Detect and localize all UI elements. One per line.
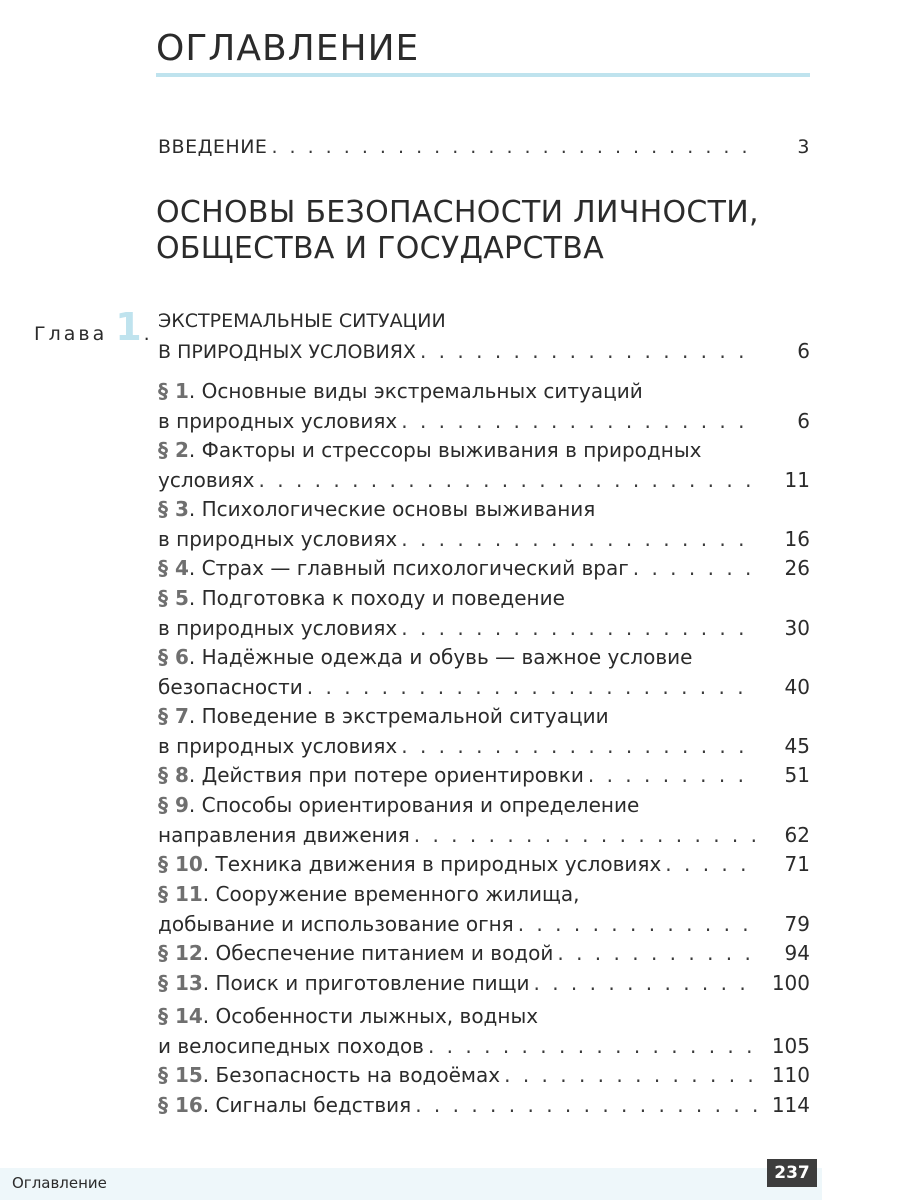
chapter-number: 1 bbox=[115, 305, 142, 349]
dot-leader bbox=[633, 553, 758, 583]
paragraph-number: § 4 bbox=[158, 556, 189, 580]
toc-page-number: 16 bbox=[784, 527, 810, 551]
toc-page-number: 6 bbox=[797, 409, 810, 433]
dot-leader bbox=[271, 132, 758, 162]
paragraph-number: § 12 bbox=[158, 941, 203, 965]
toc-entry[interactable] bbox=[158, 642, 810, 702]
paragraph-number: § 5 bbox=[158, 586, 189, 610]
toc-entry-title: добывание и использование огня bbox=[158, 912, 514, 936]
toc-page-number: 6 bbox=[797, 339, 810, 363]
toc-entry-title: в природных условиях bbox=[158, 734, 398, 758]
toc-entry[interactable] bbox=[158, 553, 810, 583]
paragraph-number: § 7 bbox=[158, 704, 189, 728]
toc-entry-title: . Способы ориентирования и определение bbox=[188, 793, 640, 817]
dot-leader bbox=[401, 524, 758, 554]
dot-leader bbox=[504, 1060, 758, 1090]
toc-entry-title: . Основные виды экстремальных ситуаций bbox=[188, 379, 643, 403]
toc-page-number: 40 bbox=[784, 675, 810, 699]
toc-entry-title: . Психологические основы выживания bbox=[188, 497, 596, 521]
paragraph-number: § 14 bbox=[158, 1004, 203, 1028]
paragraph-number: § 11 bbox=[158, 882, 203, 906]
dot-leader bbox=[588, 760, 758, 790]
footer-band bbox=[0, 1168, 822, 1200]
chapter-label bbox=[34, 305, 150, 349]
dot-leader bbox=[401, 613, 758, 643]
toc-page-number: 79 bbox=[784, 912, 810, 936]
toc-entry-title: . Особенности лыжных, водных bbox=[202, 1004, 539, 1028]
paragraph-number: § 13 bbox=[158, 971, 203, 995]
toc-page-number: 94 bbox=[784, 941, 810, 965]
toc-entry-title: . Поиск и приготовление пищи bbox=[202, 971, 530, 995]
toc-entry-title: . Обеспечение питанием и водой bbox=[202, 941, 554, 965]
paragraph-number: § 16 bbox=[158, 1093, 203, 1117]
toc-entry-title: . Сигналы бедствия bbox=[202, 1093, 412, 1117]
dot-leader bbox=[414, 820, 758, 850]
section-heading bbox=[156, 195, 759, 267]
toc-entry-title: в природных условиях bbox=[158, 616, 398, 640]
toc-entry[interactable] bbox=[158, 938, 810, 968]
paragraph-number: § 10 bbox=[158, 852, 203, 876]
toc-entry-title: . Безопасность на водоёмах bbox=[202, 1063, 501, 1087]
toc-entry-line1 bbox=[158, 1060, 500, 1090]
toc-entry-line1 bbox=[158, 1001, 810, 1031]
toc-entry[interactable] bbox=[158, 1090, 810, 1120]
chapter-title-line2: В ПРИРОДНЫХ УСЛОВИЯХ bbox=[158, 341, 416, 363]
toc-entry[interactable] bbox=[158, 1060, 810, 1090]
chapter-title-line1: ЭКСТРЕМАЛЬНЫЕ СИТУАЦИИ bbox=[158, 310, 446, 332]
toc-entry[interactable] bbox=[158, 968, 810, 998]
toc-page-number: 62 bbox=[784, 823, 810, 847]
toc-entry-line1 bbox=[158, 494, 810, 524]
toc-entry-line1 bbox=[158, 760, 584, 790]
toc-entry-title: и велосипедных походов bbox=[158, 1034, 424, 1058]
toc-page-number: 11 bbox=[784, 468, 810, 492]
toc-entry-line1 bbox=[158, 583, 810, 613]
toc-entry-line1 bbox=[158, 790, 810, 820]
paragraph-number: § 3 bbox=[158, 497, 189, 521]
dot-leader bbox=[401, 406, 758, 436]
footer-label: Оглавление bbox=[12, 1174, 107, 1192]
toc-entry-line1 bbox=[158, 435, 810, 465]
dot-leader bbox=[518, 909, 758, 939]
toc-entry-line1 bbox=[158, 376, 810, 406]
toc-entry-line1 bbox=[158, 879, 810, 909]
toc-page-number: 100 bbox=[771, 971, 810, 995]
toc-entry-title: . Факторы и стрессоры выживания в природных bbox=[188, 438, 702, 462]
toc-page-number: 110 bbox=[771, 1063, 810, 1087]
toc-entry-title: ВВЕДЕНИЕ bbox=[158, 136, 268, 158]
section-heading-line1: ОСНОВЫ БЕЗОПАСНОСТИ ЛИЧНОСТИ, bbox=[156, 195, 759, 230]
toc-entry-title: . Поведение в экстремальной ситуации bbox=[188, 704, 609, 728]
toc-entry[interactable] bbox=[158, 435, 810, 495]
toc-page-number: 30 bbox=[784, 616, 810, 640]
toc-entry[interactable] bbox=[158, 701, 810, 761]
toc-page-number: 71 bbox=[784, 852, 810, 876]
toc-entry-chapter[interactable] bbox=[158, 306, 810, 367]
toc-entry-title: . Подготовка к походу и поведение bbox=[188, 586, 565, 610]
page-title: ОГЛАВЛЕНИЕ bbox=[156, 28, 420, 69]
toc-entry-title: в природных условиях bbox=[158, 527, 398, 551]
toc-entry[interactable] bbox=[158, 879, 810, 939]
toc-entry[interactable] bbox=[158, 760, 810, 790]
paragraph-number: § 1 bbox=[158, 379, 189, 403]
toc-entry-title: безопасности bbox=[158, 675, 303, 699]
dot-leader bbox=[534, 968, 759, 998]
toc-page-number: 51 bbox=[784, 763, 810, 787]
chapter-word: Глава bbox=[34, 323, 108, 345]
title-underline bbox=[156, 73, 810, 77]
toc-entry-title: . Надёжные одежда и обувь — важное условие bbox=[188, 645, 693, 669]
toc-entry-line1 bbox=[158, 968, 530, 998]
dot-leader bbox=[420, 336, 758, 366]
toc-entry[interactable] bbox=[158, 1001, 810, 1061]
dot-leader bbox=[428, 1031, 758, 1061]
toc-page-number: 26 bbox=[784, 556, 810, 580]
toc-entry[interactable] bbox=[158, 790, 810, 850]
toc-page-number: 105 bbox=[771, 1034, 810, 1058]
dot-leader bbox=[259, 465, 758, 495]
toc-entry-title: направления движения bbox=[158, 823, 410, 847]
toc-entry-line1 bbox=[158, 1090, 411, 1120]
toc-entry-title: . Страх — главный психологический враг bbox=[188, 556, 629, 580]
toc-page-number: 114 bbox=[771, 1093, 810, 1117]
paragraph-number: § 6 bbox=[158, 645, 189, 669]
dot-leader bbox=[415, 1090, 758, 1120]
toc-page-number: 3 bbox=[797, 136, 810, 158]
toc-entry-title: в природных условиях bbox=[158, 409, 398, 433]
paragraph-number: § 2 bbox=[158, 438, 189, 462]
toc-entry[interactable] bbox=[158, 376, 810, 436]
toc-entry-title: . Техника движения в природных условиях bbox=[202, 852, 662, 876]
toc-entry-title: . Сооружение временного жилища, bbox=[202, 882, 580, 906]
toc-entry[interactable] bbox=[158, 849, 810, 879]
paragraph-number: § 8 bbox=[158, 763, 189, 787]
toc-page-number: 45 bbox=[784, 734, 810, 758]
paragraph-number: § 9 bbox=[158, 793, 189, 817]
toc-entry-line1 bbox=[158, 701, 810, 731]
footer-page-number: 237 bbox=[767, 1159, 817, 1187]
toc-entry-line1 bbox=[158, 642, 810, 672]
toc-entry-line1 bbox=[158, 553, 629, 583]
paragraph-number: § 15 bbox=[158, 1063, 203, 1087]
toc-entry[interactable] bbox=[158, 494, 810, 554]
dot-leader bbox=[557, 938, 758, 968]
toc-entry-title: условиях bbox=[158, 468, 255, 492]
toc-entry-title: . Действия при потере ориентировки bbox=[188, 763, 584, 787]
chapter-dot: . bbox=[143, 323, 150, 345]
section-heading-line2: ОБЩЕСТВА И ГОСУДАРСТВА bbox=[156, 231, 605, 266]
dot-leader bbox=[401, 731, 758, 761]
toc-entry-intro[interactable] bbox=[158, 132, 810, 162]
dot-leader bbox=[307, 672, 758, 702]
toc-entry-line1 bbox=[158, 938, 553, 968]
toc-entry-line1 bbox=[158, 849, 661, 879]
dot-leader bbox=[665, 849, 758, 879]
toc-entry[interactable] bbox=[158, 583, 810, 643]
